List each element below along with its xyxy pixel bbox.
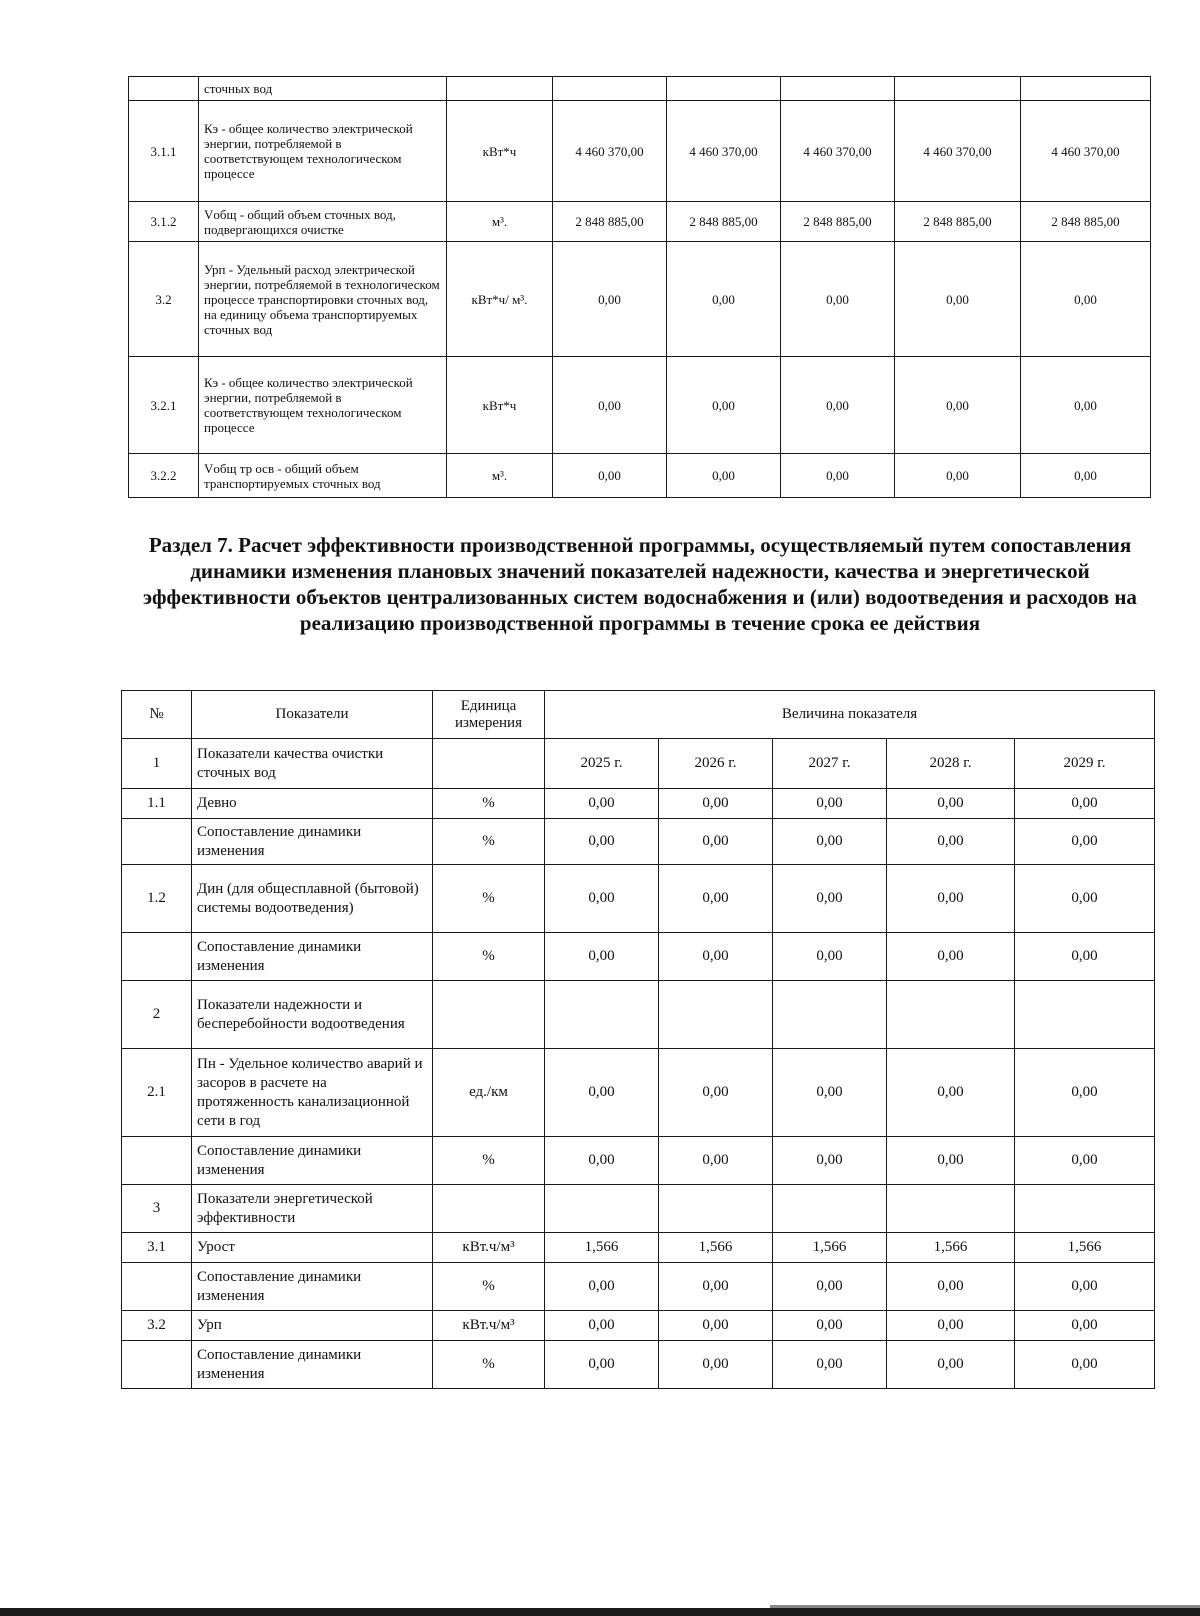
table-row xyxy=(122,1185,1155,1233)
efficiency-table xyxy=(121,690,1155,1389)
table-row xyxy=(122,1263,1155,1311)
row-value: 2 848 885,00 xyxy=(895,202,1021,242)
table-row xyxy=(129,77,1151,101)
row-value: 0,00 xyxy=(545,819,659,865)
row-indicator-name: Урп - Удельный расход электрической энергии, потребляемой в технологическом процессе транспортировки сточных вод, на единицу объема транспортируемых сточных вод xyxy=(199,242,447,357)
row-value: 0,00 xyxy=(553,357,667,454)
row-unit: кВт*ч/ м³. xyxy=(447,242,553,357)
table-row xyxy=(129,202,1151,242)
row-value: 0,00 xyxy=(773,819,887,865)
row-value: 0,00 xyxy=(659,1049,773,1137)
row-value: 4 460 370,00 xyxy=(895,101,1021,202)
row-value: 0,00 xyxy=(887,865,1015,933)
row-value: 4 460 370,00 xyxy=(1021,101,1151,202)
row-number: 3.2.2 xyxy=(129,454,199,498)
table-row xyxy=(129,242,1151,357)
row-value: 0,00 xyxy=(773,789,887,819)
row-value: 0,00 xyxy=(667,454,781,498)
table-row xyxy=(122,1341,1155,1389)
table-header-row xyxy=(122,691,1155,739)
row-indicator-name: Vобщ - общий объем сточных вод, подвергающихся очистке xyxy=(199,202,447,242)
row-value: 0,00 xyxy=(887,933,1015,981)
row-unit xyxy=(433,1185,545,1233)
row-value: 2028 г. xyxy=(887,739,1015,789)
row-value xyxy=(553,77,667,101)
row-value: 2029 г. xyxy=(1015,739,1155,789)
row-indicator-name: Кэ - общее количество электрической энергии, потребляемой в соответствующем технологическом процессе xyxy=(199,357,447,454)
row-value: 0,00 xyxy=(1015,933,1155,981)
table-row xyxy=(122,1137,1155,1185)
row-value xyxy=(887,981,1015,1049)
row-value: 0,00 xyxy=(895,357,1021,454)
table-row xyxy=(129,357,1151,454)
row-indicator-name: Урп xyxy=(192,1311,433,1341)
row-value: 0,00 xyxy=(1015,1311,1155,1341)
row-value: 2 848 885,00 xyxy=(1021,202,1151,242)
section-title: Раздел 7. Расчет эффективности производственной программы, осуществляемый путем сопоставления динамики изменения плановых значений показателей надежности, качества и энергетической эффективности объектов централизованных систем водоснабжения и (или) водоотведения и расходов на реализацию производственной программы в течение срока ее действия xyxy=(143,533,1137,635)
row-value: 0,00 xyxy=(545,1137,659,1185)
row-value: 0,00 xyxy=(887,819,1015,865)
row-value: 0,00 xyxy=(1015,1137,1155,1185)
row-value: 0,00 xyxy=(887,1311,1015,1341)
row-value: 0,00 xyxy=(887,1263,1015,1311)
row-number: 3.1 xyxy=(122,1233,192,1263)
row-value: 0,00 xyxy=(553,242,667,357)
row-number: 1 xyxy=(122,739,192,789)
row-value: 2027 г. xyxy=(773,739,887,789)
row-value xyxy=(1015,981,1155,1049)
row-number: 3.2 xyxy=(122,1311,192,1341)
table-row xyxy=(122,981,1155,1049)
row-value: 0,00 xyxy=(1015,1263,1155,1311)
table-row xyxy=(129,101,1151,202)
row-value: 0,00 xyxy=(659,1311,773,1341)
row-unit: % xyxy=(433,865,545,933)
row-value: 0,00 xyxy=(781,357,895,454)
row-value xyxy=(545,981,659,1049)
row-value: 4 460 370,00 xyxy=(553,101,667,202)
row-value: 2025 г. xyxy=(545,739,659,789)
row-value: 0,00 xyxy=(773,865,887,933)
header-no: № xyxy=(122,691,192,739)
row-number: 3.2.1 xyxy=(129,357,199,454)
row-value: 0,00 xyxy=(1015,789,1155,819)
row-unit: % xyxy=(433,789,545,819)
row-value xyxy=(667,77,781,101)
scan-edge xyxy=(0,1608,1200,1616)
row-value: 2026 г. xyxy=(659,739,773,789)
row-value: 0,00 xyxy=(659,865,773,933)
row-value: 0,00 xyxy=(773,1137,887,1185)
table-row xyxy=(122,933,1155,981)
row-indicator-name: Дин (для общесплавной (бытовой) системы водоотведения) xyxy=(192,865,433,933)
row-indicator-name: Урост xyxy=(192,1233,433,1263)
row-indicator-name: Vобщ тр осв - общий объем транспортируемых сточных вод xyxy=(199,454,447,498)
row-unit: м³. xyxy=(447,454,553,498)
row-indicator-name: Сопоставление динамики изменения xyxy=(192,819,433,865)
row-value: 0,00 xyxy=(887,1137,1015,1185)
row-value: 0,00 xyxy=(659,1341,773,1389)
row-indicator-name: сточных вод xyxy=(199,77,447,101)
row-value: 0,00 xyxy=(659,933,773,981)
row-number xyxy=(122,1137,192,1185)
row-value xyxy=(1015,1185,1155,1233)
row-unit: % xyxy=(433,819,545,865)
table-row xyxy=(122,1049,1155,1137)
row-value xyxy=(887,1185,1015,1233)
row-indicator-name: Девно xyxy=(192,789,433,819)
row-indicator-name: Показатели качества очистки сточных вод xyxy=(192,739,433,789)
row-number: 3 xyxy=(122,1185,192,1233)
row-value: 1,566 xyxy=(545,1233,659,1263)
row-value xyxy=(1021,77,1151,101)
row-value xyxy=(773,1185,887,1233)
row-value: 0,00 xyxy=(545,1311,659,1341)
row-number: 3.1.1 xyxy=(129,101,199,202)
energy-table xyxy=(128,76,1151,498)
row-value: 0,00 xyxy=(773,1341,887,1389)
row-value: 0,00 xyxy=(545,1341,659,1389)
row-value: 0,00 xyxy=(1015,865,1155,933)
row-value xyxy=(659,981,773,1049)
row-indicator-name: Показатели энергетической эффективности xyxy=(192,1185,433,1233)
row-number xyxy=(122,1341,192,1389)
row-number: 2 xyxy=(122,981,192,1049)
header-value: Величина показателя xyxy=(545,691,1155,739)
table-row xyxy=(122,819,1155,865)
row-value: 0,00 xyxy=(887,789,1015,819)
row-unit xyxy=(447,77,553,101)
row-value xyxy=(895,77,1021,101)
row-value: 0,00 xyxy=(659,1137,773,1185)
table-row xyxy=(122,1311,1155,1341)
row-value: 0,00 xyxy=(1021,454,1151,498)
row-value: 0,00 xyxy=(545,1049,659,1137)
row-unit: кВт*ч xyxy=(447,357,553,454)
row-value: 0,00 xyxy=(887,1049,1015,1137)
row-value: 0,00 xyxy=(773,933,887,981)
row-unit: % xyxy=(433,1137,545,1185)
row-indicator-name: Сопоставление динамики изменения xyxy=(192,1263,433,1311)
row-value xyxy=(773,981,887,1049)
row-value: 1,566 xyxy=(1015,1233,1155,1263)
table-row xyxy=(122,865,1155,933)
row-value: 0,00 xyxy=(773,1311,887,1341)
row-value: 0,00 xyxy=(659,819,773,865)
row-value: 0,00 xyxy=(545,933,659,981)
row-unit: % xyxy=(433,1263,545,1311)
row-number: 1.2 xyxy=(122,865,192,933)
row-indicator-name: Сопоставление динамики изменения xyxy=(192,933,433,981)
row-value: 0,00 xyxy=(773,1049,887,1137)
row-value: 1,566 xyxy=(773,1233,887,1263)
row-unit xyxy=(433,981,545,1049)
row-value: 4 460 370,00 xyxy=(781,101,895,202)
row-number: 3.2 xyxy=(129,242,199,357)
row-number xyxy=(122,1263,192,1311)
row-value: 0,00 xyxy=(545,789,659,819)
row-value: 2 848 885,00 xyxy=(781,202,895,242)
row-number xyxy=(122,819,192,865)
row-value xyxy=(659,1185,773,1233)
row-value: 0,00 xyxy=(781,454,895,498)
row-unit: ед./км xyxy=(433,1049,545,1137)
row-number: 2.1 xyxy=(122,1049,192,1137)
table-row xyxy=(122,789,1155,819)
table-row xyxy=(122,739,1155,789)
row-number xyxy=(129,77,199,101)
row-value: 0,00 xyxy=(667,242,781,357)
table-row xyxy=(122,1233,1155,1263)
row-value: 0,00 xyxy=(553,454,667,498)
row-value xyxy=(781,77,895,101)
row-unit: кВт.ч/м³ xyxy=(433,1311,545,1341)
row-value xyxy=(545,1185,659,1233)
row-value: 4 460 370,00 xyxy=(667,101,781,202)
row-number: 3.1.2 xyxy=(129,202,199,242)
header-indicators: Показатели xyxy=(192,691,433,739)
row-unit: % xyxy=(433,933,545,981)
row-indicator-name: Пн - Удельное количество аварий и засоров в расчете на протяженность канализационной сети в год xyxy=(192,1049,433,1137)
row-value: 0,00 xyxy=(773,1263,887,1311)
row-indicator-name: Сопоставление динамики изменения xyxy=(192,1341,433,1389)
row-value: 0,00 xyxy=(1015,1341,1155,1389)
row-unit: кВт*ч xyxy=(447,101,553,202)
row-value: 0,00 xyxy=(545,1263,659,1311)
row-value: 0,00 xyxy=(895,454,1021,498)
row-value: 0,00 xyxy=(1015,819,1155,865)
row-indicator-name: Кэ - общее количество электрической энергии, потребляемой в соответствующем технологическом процессе xyxy=(199,101,447,202)
row-value: 0,00 xyxy=(1021,242,1151,357)
row-value: 2 848 885,00 xyxy=(553,202,667,242)
row-value: 2 848 885,00 xyxy=(667,202,781,242)
row-unit xyxy=(433,739,545,789)
row-unit: кВт.ч/м³ xyxy=(433,1233,545,1263)
row-value: 0,00 xyxy=(895,242,1021,357)
row-number: 1.1 xyxy=(122,789,192,819)
row-value: 0,00 xyxy=(1015,1049,1155,1137)
row-value: 1,566 xyxy=(659,1233,773,1263)
row-value: 0,00 xyxy=(781,242,895,357)
row-value: 0,00 xyxy=(1021,357,1151,454)
row-value: 0,00 xyxy=(659,789,773,819)
row-value: 1,566 xyxy=(887,1233,1015,1263)
row-value: 0,00 xyxy=(659,1263,773,1311)
row-indicator-name: Показатели надежности и бесперебойности водоотведения xyxy=(192,981,433,1049)
row-indicator-name: Сопоставление динамики изменения xyxy=(192,1137,433,1185)
table-row xyxy=(129,454,1151,498)
row-unit: % xyxy=(433,1341,545,1389)
row-number xyxy=(122,933,192,981)
row-unit: м³. xyxy=(447,202,553,242)
row-value: 0,00 xyxy=(545,865,659,933)
header-unit: Единица измерения xyxy=(433,691,545,739)
row-value: 0,00 xyxy=(667,357,781,454)
row-value: 0,00 xyxy=(887,1341,1015,1389)
